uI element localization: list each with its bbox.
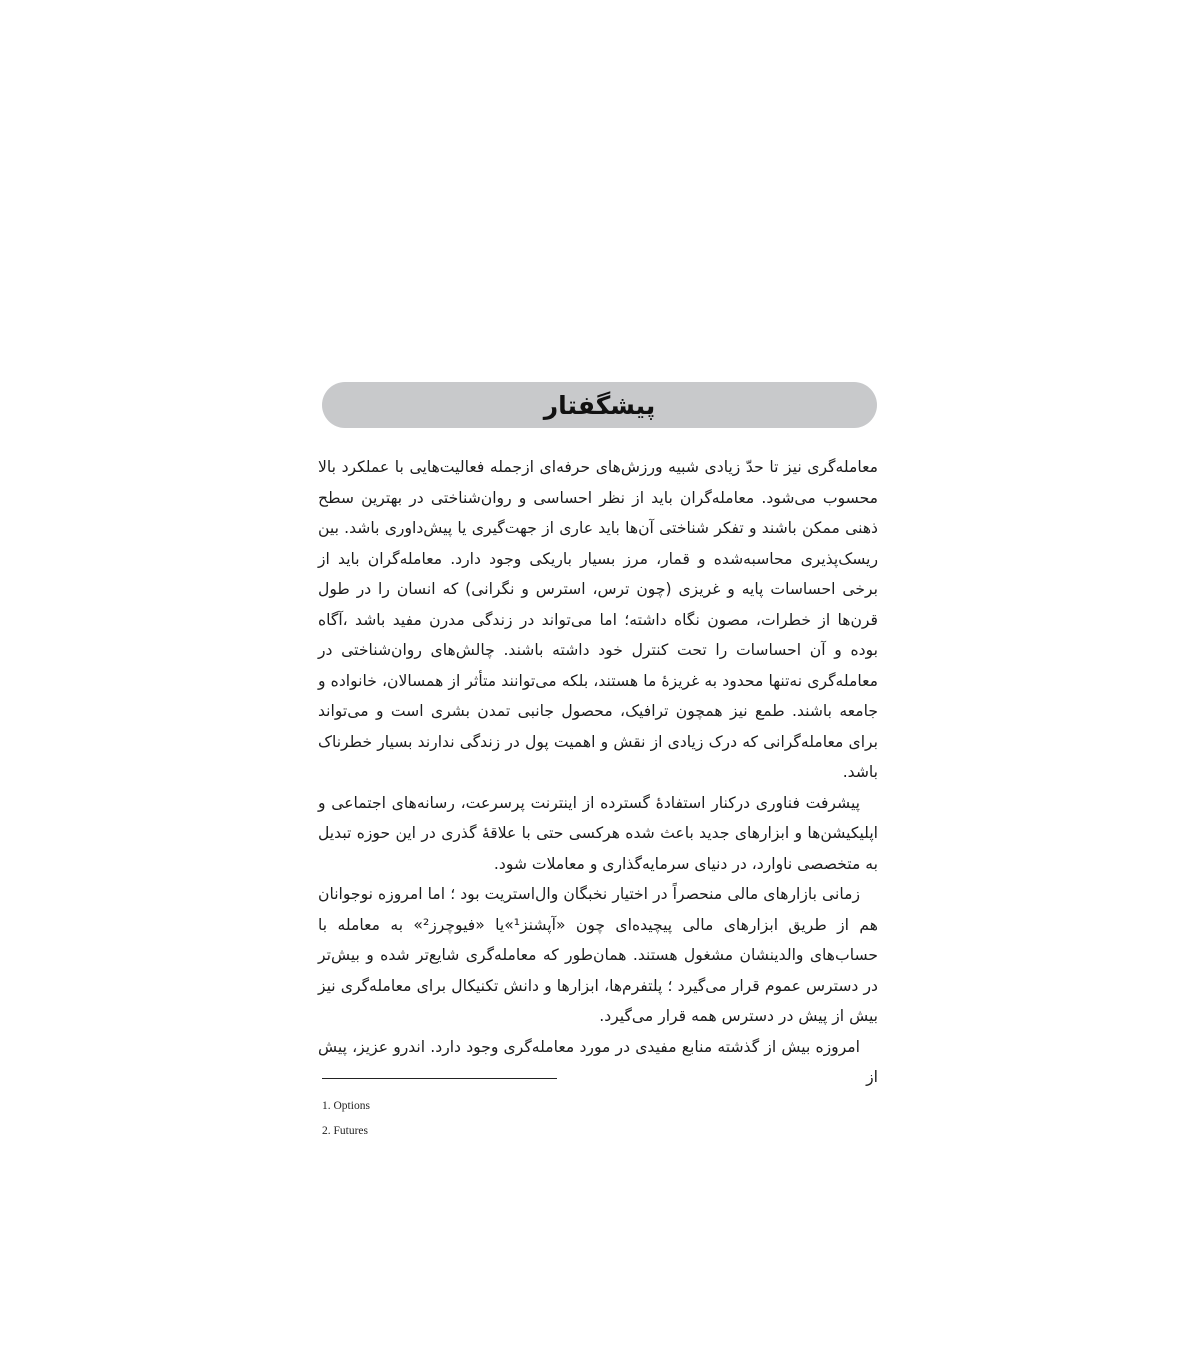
paragraph: معامله‌گری نیز تا حدّ زیادی شبیه ورزش‌های حرفه‌ای ازجمله فعالیت‌هایی با عملکرد بالا محسوب می‌شود. معامله‌گران باید از نظر احساسی و روان‌شناختی در بهترین سطح ذهنی ممکن باشند و تفکر شناختی آن‌ها باید عاری از جهت‌گیری یا پیش‌داوری باشد. بین ریسک‌پذیری محاسبه‌شده و قمار، مرز بسیار باریکی وجود دارد. معامله‌گران باید از برخی احساسات پایه و غریزی (چون ترس، استرس و نگرانی) که انسان را در طول قرن‌ها از خطرات، مصون نگاه داشته؛ اما می‌تواند در زندگی مدرن مفید باشد ،آگاه بوده و آن احساسات را تحت کنترل خود داشته باشند. چالش‌های روان‌شناختی در معامله‌گری نه‌تنها محدود به غریزهٔ ما هستند، بلکه می‌توانند متأثر از همسالان، خانواده و جامعه باشند. طمع نیز همچون ترافیک، محصول جانبی تمدن بشری است و می‌تواند برای معامله‌گرانی که درک زیادی از نقش و اهمیت پول در زندگی ندارند بسیار خطرناک باشد. (318, 458, 878, 781)
body-text (318, 452, 878, 1093)
footnote: 1. Options (322, 1100, 370, 1112)
paragraph: امروزه بیش از گذشته منابع مفیدی در مورد معامله‌گری وجود دارد. اندرو عزیز، پیش از (318, 1037, 878, 1086)
paragraph: پیشرفت فناوری درکنار استفادهٔ گسترده از اینترنت پرسرعت، رسانه‌های اجتماعی و اپلیکیشن‌ها و ابزارهای جدید باعث شده هرکسی حتی با علاقهٔ گذری در این حوزه تبدیل به متخصصی ناوارد، در دنیای سرمایه‌گذاری و معاملات شود. (318, 793, 878, 873)
footnotes (322, 1097, 370, 1147)
footnote: 2. Futures (322, 1125, 368, 1137)
paragraph: زمانی بازارهای مالی منحصراً در اختیار نخبگان وال‌استریت بود ؛ اما امروزه نوجوانان هم از طریق ابزارهای مالی پیچیده‌ای چون «آپشنز¹»یا «فیوچرز²» به معامله با حساب‌های والدینشان مشغول هستند. همان‌طور که معامله‌گری شایع‌تر شده و بیش‌تر در دسترس عموم قرار می‌گیرد ؛ پلتفرم‌ها، ابزارها و دانش تکنیکال برای معامله‌گری نیز بیش از پیش در دسترس همه قرار می‌گیرد. (318, 885, 878, 1025)
page-title: پیشگفتار (543, 390, 656, 420)
title-banner (322, 382, 877, 428)
footnote-divider (322, 1078, 557, 1079)
